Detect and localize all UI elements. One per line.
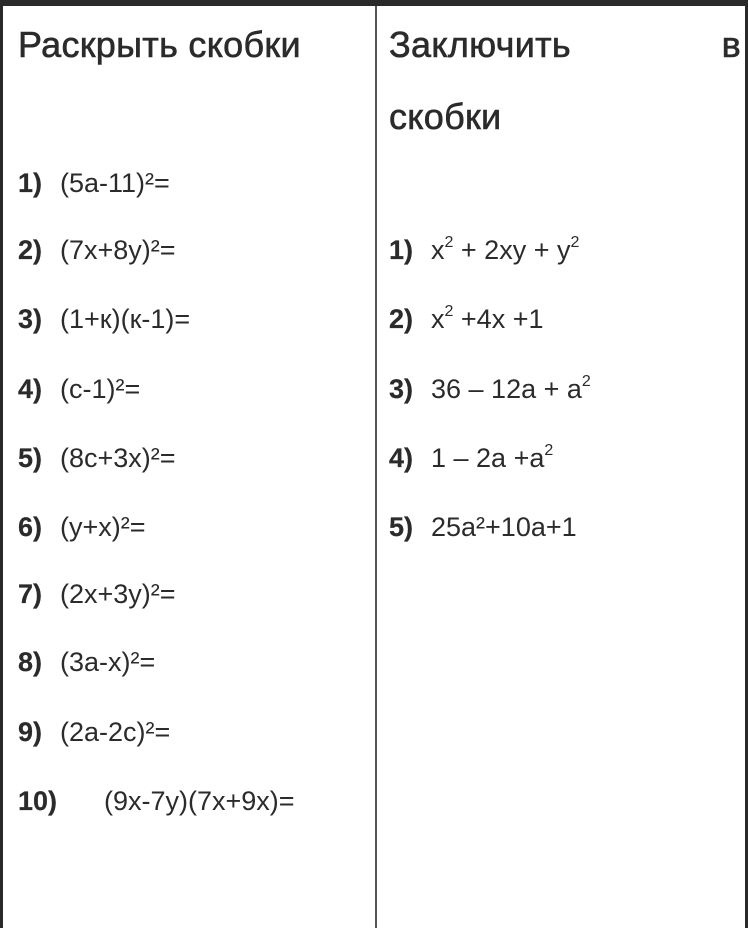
item-number: 1) <box>18 168 43 198</box>
item-number: 4) <box>389 443 414 473</box>
item-expression: 25a²+10a+1 <box>431 512 577 542</box>
left-item <box>18 512 146 543</box>
right-column-heading-line2: скобки <box>389 96 502 137</box>
item-number: 1) <box>389 235 414 265</box>
item-expression: (2a-2c)²= <box>60 717 171 747</box>
item-number: 3) <box>18 304 43 334</box>
item-expression: (c-1)²= <box>60 374 141 404</box>
item-number: 9) <box>18 717 43 747</box>
item-number: 8) <box>18 647 43 677</box>
item-number: 6) <box>18 512 43 542</box>
item-expression: (y+x)²= <box>60 512 146 542</box>
item-number: 10) <box>18 786 58 816</box>
item-expression: (8c+3x)²= <box>60 443 176 473</box>
left-item <box>18 647 155 678</box>
item-expression: $x^2 + 2xy + y^2$ <box>431 234 580 265</box>
item-number: 7) <box>18 579 43 609</box>
left-item <box>18 579 176 610</box>
left-item <box>18 786 295 817</box>
right-item <box>389 235 579 266</box>
item-expression: (5a-11)²= <box>60 168 170 198</box>
left-item <box>18 374 140 405</box>
right-item <box>389 374 591 405</box>
column-divider <box>375 6 377 928</box>
left-item <box>18 304 190 335</box>
left-column-heading: Раскрыть скобки <box>18 24 301 65</box>
left-item <box>18 168 170 199</box>
right-heading-word: в <box>721 24 741 65</box>
item-expression: (7x+8y)²= <box>60 235 176 265</box>
right-item <box>389 512 577 543</box>
right-column-heading-line1 <box>389 24 741 66</box>
item-number: 2) <box>18 235 43 265</box>
item-expression: (3a-x)²= <box>60 647 156 677</box>
left-item <box>18 235 176 266</box>
item-expression: $36 - 12a + a^2$ <box>431 373 591 404</box>
right-heading-word: Заключить <box>389 24 571 65</box>
item-number: 3) <box>389 374 414 404</box>
item-number: 5) <box>18 443 43 473</box>
item-expression: $x^2 +4x +1$ <box>431 303 544 334</box>
right-item <box>389 304 543 335</box>
left-item <box>18 717 170 748</box>
item-number: 2) <box>389 304 414 334</box>
item-expression: $1 - 2a +a^2$ <box>431 442 554 473</box>
left-item <box>18 443 176 474</box>
item-expression: (2x+3y)²= <box>60 579 176 609</box>
item-number: 5) <box>389 512 414 542</box>
right-item <box>389 443 553 474</box>
item-expression: (9x-7y)(7x+9x)= <box>104 786 295 816</box>
item-number: 4) <box>18 374 43 404</box>
item-expression: (1+к)(к-1)= <box>60 304 191 334</box>
